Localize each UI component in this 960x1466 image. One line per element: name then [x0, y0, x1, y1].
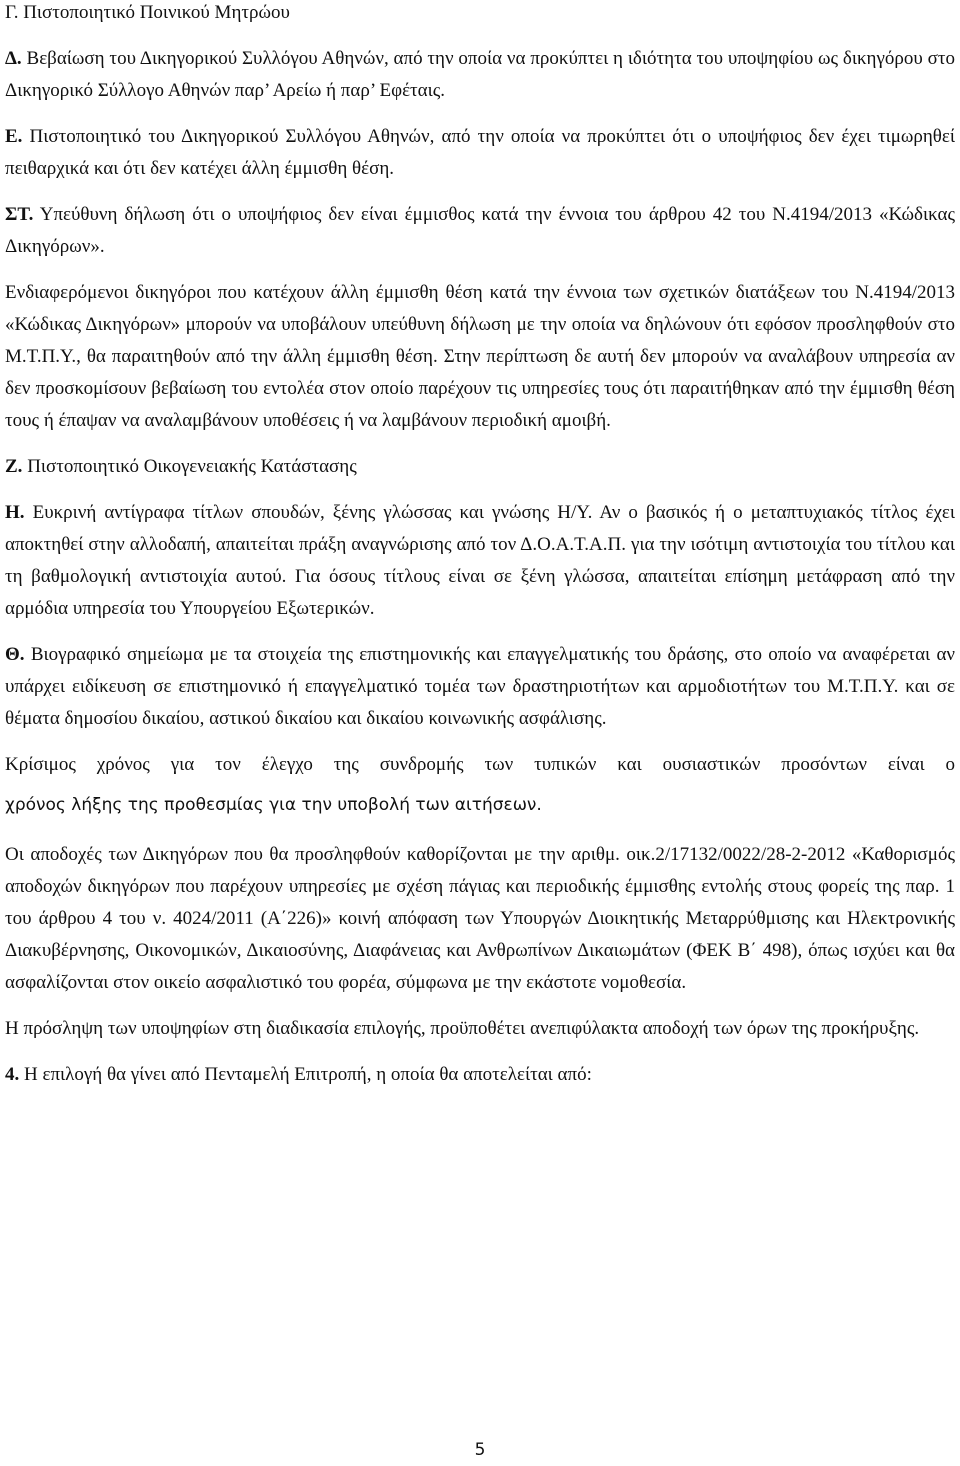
section-label: 4.	[5, 1064, 20, 1085]
item-g	[5, 0, 955, 29]
note-text-b: Στην περίπτωση δε αυτή δεν μπορούν να αναλάβουν υπηρεσία αν δεν προσκομίσουν βεβαίωση του εντολέα στον οποίο παρέχουν τις υπηρεσίες τους ότι παραιτήθηκαν από την έμμισθη θέση τους ή έπαψαν να αναλαμβάνουν υποθέσεις ή να λαμβάνουν περιοδική αμοιβή.	[5, 346, 955, 431]
note-text-a: Ενδιαφερόμενοι δικηγόροι που κατέχουν άλλη έμμισθη θέση κατά την έννοια των σχετικών διατάξεων του Ν.4194/2013 «Κώδικας Δικηγόρων» μπορούν να υποβάλουν υπεύθυνη δήλωση με την οποία να δηλώνουν ότι εφόσον προσληφθούν στο Μ.Τ.Π.Υ., θα παραιτηθούν από την άλλη έμμισθη θέση.	[5, 282, 955, 367]
item-label: Η.	[5, 502, 25, 523]
critical-time-line2: χρόνος λήξης της προθεσμίας για την υποβολή των αιτήσεων.	[5, 795, 542, 815]
item-h	[5, 497, 955, 625]
item-text: Υπεύθυνη δήλωση ότι ο υποψήφιος δεν είναι έμμισθος κατά την έννοια του άρθρου 42 του Ν.4194/2013 «Κώδικας Δικηγόρων».	[5, 204, 955, 257]
section-text: Η επιλογή θα γίνει από Πενταμελή Επιτροπή, η οποία θα αποτελείται από:	[19, 1064, 592, 1085]
item-label: Θ.	[5, 644, 25, 665]
page-number: 5	[474, 1440, 486, 1460]
item-text: Πιστοποιητικό Ποινικού Μητρώου	[18, 2, 290, 23]
item-th	[5, 639, 955, 735]
item-text: Βεβαίωση του Δικηγορικού Συλλόγου Αθηνών, από την οποία να προκύπτει η ιδιότητα του υποψηφίου ως δικηγόρου στο Δικηγορικό Σύλλογο Αθηνών παρ’ Αρείω ή παρ’ Εφέταις.	[5, 48, 955, 101]
salary-paragraph: Οι αποδοχές των Δικηγόρων που θα προσληφθούν καθορίζονται με την αριθμ. οικ.2/17132/0022/28-2-2012 «Καθορισμός αποδοχών δικηγόρων που παρέχουν υπηρεσίες με σχέση πάγιας και περιοδικής έμμισθης εντολής στους φορείς της παρ. 1 του άρθρου 4 του ν. 4024/2011 (Α΄226)» κοινή απόφαση των Υπουργών Διοικητικής Μεταρρύθμισης και Ηλεκτρονικής Διακυβέρνησης, Οικονομικών, Δικαιοσύνης, Διαφάνειας και Ανθρωπίνων Δικαιωμάτων (ΦΕΚ Β΄ 498), όπως ισχύει και θα ασφαλίζονται στον οικείο ασφαλιστικό του φορέα, σύμφωνα με την εκάστοτε νομοθεσία.	[5, 844, 955, 993]
item-text: Πιστοποιητικό Οικογενειακής Κατάστασης	[22, 456, 357, 477]
item-label: Δ.	[5, 48, 22, 69]
item-d	[5, 43, 955, 107]
item-text: Βιογραφικό σημείωμα με τα στοιχεία της επιστημονικής και επαγγελματικής του δράσης, στο οποίο να αναφέρεται αν υπάρχει ειδίκευση σε επιστημονικό ή επαγγελματικό τομέα των δραστηριοτήτων και αρμοδιοτήτων του Μ.Τ.Π.Υ. και σε θέματα δημοσίου δικαίου, αστικού δικαίου και δικαίου κοινωνικής ασφάλισης.	[5, 644, 955, 729]
item-text: Ευκρινή αντίγραφα τίτλων σπουδών, ξένης γλώσσας και γνώσης Η/Υ. Αν ο βασικός ή ο μεταπτυχιακός τίτλος έχει αποκτηθεί στην αλλοδαπή, απαιτείται πράξη αναγνώρισης από τον Δ.Ο.Α.Τ.Α.Π. για την ισότιμη αντιστοιχία του τίτλου και τη βαθμολογική αντιστοιχία αυτού. Για όσους τίτλους είναι σε ξένη γλώσσα, απαιτείται επίσημη μετάφραση από την αρμόδια υπηρεσία του Υπουργείου Εξωτερικών.	[5, 502, 955, 619]
note-paragraph	[5, 277, 955, 437]
document-page	[5, 0, 955, 1091]
item-label: Ε.	[5, 126, 23, 147]
item-label: ΣΤ.	[5, 204, 34, 225]
critical-time-line1: Κρίσιμος χρόνος για τον έλεγχο της συνδρομής των τυπικών και ουσιαστικών προσόντων είναι ο	[5, 754, 955, 775]
item-e	[5, 121, 955, 185]
item-st	[5, 199, 955, 263]
item-text: Πιστοποιητικό του Δικηγορικού Συλλόγου Αθηνών, από την οποία να προκύπτει ότι ο υποψήφιος δεν έχει τιμωρηθεί πειθαρχικά και ότι δεν κατέχει άλλη έμμισθη θέση.	[5, 126, 955, 179]
item-label: Ζ.	[5, 456, 23, 477]
hiring-paragraph: Η πρόσληψη των υποψηφίων στη διαδικασία επιλογής, προϋποθέτει ανεπιφύλακτα αποδοχή των όρων της προκήρυξης.	[5, 1018, 920, 1039]
item-label: Γ.	[5, 2, 19, 23]
item-z	[5, 451, 955, 483]
section-4	[5, 1059, 955, 1091]
